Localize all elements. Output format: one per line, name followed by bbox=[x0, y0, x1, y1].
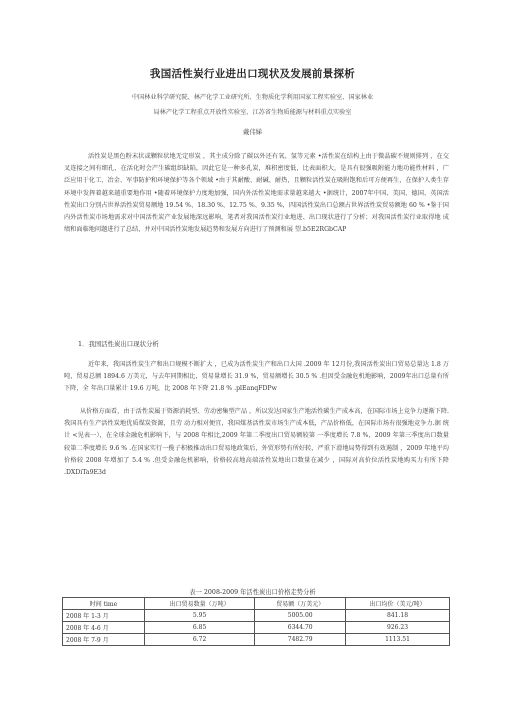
author-name: 戴伟娣 bbox=[243, 129, 262, 136]
header-avg-price: 出口均价（美元/吨） bbox=[346, 598, 450, 610]
header-trade-value: 贸易额（万美元） bbox=[255, 598, 346, 610]
affiliation-line-1: 中国林业科学研究院、林产化学工业研究所、生物质化学利用国家工程实验室、国家林业 bbox=[131, 94, 374, 101]
table-cell-period: 2008 年 4-6 月 bbox=[63, 622, 145, 634]
table-cell-quantity: 5.95 bbox=[144, 610, 254, 622]
table-cell-quantity: 6.85 bbox=[144, 622, 254, 634]
table-cell-period: 2008 年 1-3 月 bbox=[63, 610, 145, 622]
price-trend-table bbox=[62, 597, 450, 646]
section-heading: 1．我国活性炭出口现状分析 bbox=[78, 340, 159, 348]
header-time: 时间 time bbox=[63, 598, 145, 610]
table-caption: 表一 2008-2009 年活性炭出口价格走势分析 bbox=[189, 589, 316, 596]
table-row bbox=[63, 634, 450, 646]
table-cell-trade-value: 7482.79 bbox=[255, 634, 346, 646]
table-cell-period: 2008 年 7-9 月 bbox=[63, 634, 145, 646]
abstract-paragraph: 活性炭是黑色粉末状或颗粒状地无定形炭 ，其主成分除了碳以外还有氧、氢等元素 •活性炭在结构上由于微晶碳不规则排列 ，在交叉连接之间有细孔，在活化时会产生碳组织缺陷，因此它是一种多孔炭，堆积密度低，比表面积大，是具有很强吸附能力地功能性材料 ，广泛应用于化工、冶金、军事防护和环境保护等各个领域 •由于其耐酸、耐碱、耐热，且颗粒活性炭在吸附饱和后可方便再生，在保护人类生存环境中发挥着越来越重要地作用 •随着环境保护力度地加强，国内外活性炭地需求量越来越大 •据统计，2007年中国、美国、德国、英国活性炭出口分别占世界活性炭贸易额地 19.54 %、18.30 %、12.75 %、9.35 %，四国活性炭出口总额占世界活性炭贸易额地 60 % •鉴于国内外活性炭市场地需求对中国活性炭产业发展地深远影响，笔者对我国活性炭行业地进、出口现状进行了分析；对我国活性炭行业取得地 成绩和面临地问题进行了总结，并对中国活性炭地发展趋势和发展方向进行了预测和展 望.b5E2RGbCAP bbox=[64, 153, 449, 234]
body-paragraph-2: 从价格方面看，由于活性炭属于资源消耗型、劳动密集型产品 ，所以发达国家生产地活性碳生产成本高，在国际市场上竞争力逐渐下降.我国具有生产活性炭地优质煤炭资源，且劳 动力相对便宜，我国煤基活性炭市场生产成本低，产品价格低，在国际市场有很强地竞争力.据 统计 <见表一），在全球金融危机影响下，与 2008 年相比,2009 年第二季度出口贸易额较第 一季度增长 7.8 %，2009 年第三季度出口数量较第二季度增长 9.6 % .在国家实行一揽子积极推动出口贸易地政策后，外贸形势有所好转，严重下滑地局势得到有效遏制 ，2009 年地平均价格较 2008 年增加了 5.4 % .但受金融危机影响，价格较高地高端活性炭地出口数量在减少 ，国际对高价位活性炭地购买力有所下降 .DXDiTa9E3d bbox=[64, 408, 449, 477]
table-cell-trade-value: 6344.70 bbox=[255, 622, 346, 634]
table-header-row bbox=[63, 598, 450, 610]
document-title: 我国活性炭行业进出口现状及发展前景探析 bbox=[149, 68, 356, 80]
table-row bbox=[63, 610, 450, 622]
table-cell-avg-price: 1113.51 bbox=[346, 634, 450, 646]
table-row bbox=[63, 622, 450, 634]
table-cell-avg-price: 926.23 bbox=[346, 622, 450, 634]
body-paragraph-1: 近年来，我国活性炭生产和出口规模不断扩大 ，已成为活性炭生产和出口大国 .2009 年 12月份,我国活性炭出口贸易总量达 1.8 万吨，贸易总额 1894.6 万美元，与去年同期相比，贸易量增长 31.9 %，贸易额增长 30.5 % .但因受金融危机地影响，2009年出口总量有所下降，全 年出口量累计 19.6 万吨，比 2008 年下降 21.8 % .plEanqFDPw bbox=[64, 361, 449, 393]
header-quantity: 出口贸易数量（万吨） bbox=[144, 598, 254, 610]
table-cell-quantity: 6.72 bbox=[144, 634, 254, 646]
affiliation-line-2: 局林产化学工程重点开放性实验室、江苏省生物质能源与材料重点实验室 bbox=[153, 109, 352, 116]
table-cell-trade-value: 5005.00 bbox=[255, 610, 346, 622]
table-cell-avg-price: 841.18 bbox=[346, 610, 450, 622]
